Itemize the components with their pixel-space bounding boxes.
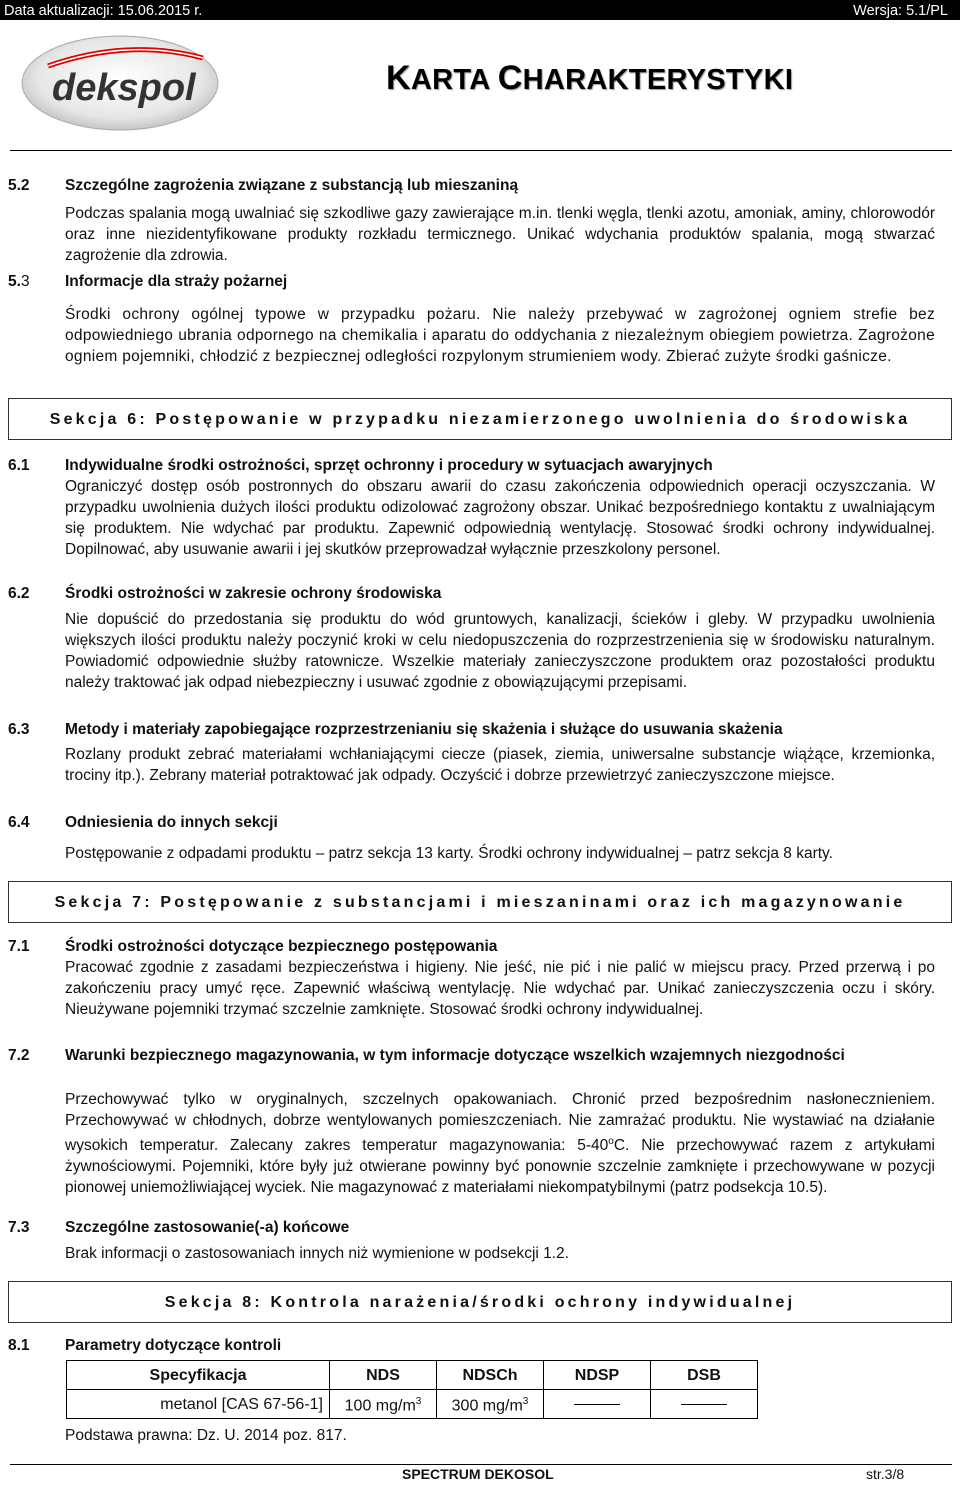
section-5-2-text: Podczas spalania mogą uwalniać się szkodliwe gazy zawierające m.in. tlenki węgla, tlenki azotu, amoniak, aminy, chlorowodór oraz inne niezidentyfikowane produkty rozkładu termicznego. Unikać wdychania produktów spalania, mogą stwarzać zagrożenie dla zdrowia. — [65, 205, 935, 264]
cell-dsb — [651, 1390, 758, 1419]
footer — [0, 1464, 960, 1481]
section-7-title-box — [8, 881, 952, 923]
section-7-1-text: Pracować zgodnie z zasadami bezpieczeństwa i higieny. Nie jeść, nie pić i nie palić w miejscu pracy. Przed przerwą i po zakończeniu pracy umyć ręce. Zapewnić właściwą wentylację. Nie wdychać par. Unikać zanieczyszczenia oczu i skóry. Nieużywane pojemniki trzymać szczelnie zamknięte. Stosować środki ochrony indywidualnej. — [65, 959, 935, 1018]
section-6-title-box — [8, 398, 952, 440]
logo-text: dekspol — [52, 67, 196, 109]
section-7-3-number: 7.3 — [8, 1219, 30, 1236]
section-6-4-text: Postępowanie z odpadami produktu – patrz sekcja 13 karty. Środki ochrony indywidualnej – patrz sekcja 8 karty. — [65, 845, 833, 862]
dekspol-logo — [18, 28, 228, 134]
section-7-3-heading: Szczególne zastosowanie(-a) końcowe — [65, 1219, 350, 1236]
section-6-1-text: Ograniczyć dostęp osób postronnych do obszaru awarii do czasu zakończenia odpowiednich operacji oczyszczania. W przypadku uwolnienia dużych ilości produktu odizolować zagrożony obszar. Unikać bezpośredniego kontaktu z uwalniającym się produktem. Nie wdychać par produktu. Zapewnić odpowiednią wentylację. Stosować środki ochrony indywidualnej. Dopilnować, aby usuwanie awarii i jej skutków przeprowadzał wyłącznie przeszkolony personel. — [65, 478, 935, 558]
cell-nds: 100 $mg/m^3$ — [330, 1390, 437, 1419]
section-6-4-number: 6.4 — [8, 814, 30, 831]
section-5-3-text: Środki ochrony ogólnej typowe w przypadku pożaru. Nie należy przebywać w zagrożonej ogniem strefie bez odpowiedniego ubrania odpornego na chemikalia i aparatu do oddychania z niezależnym obiegiem powietrza. Zagrożone ogniem pojemniki, chłodzić z bezpiecznej odległości rozpylonym strumieniem wody. Zbierać zużyte środki gaśnicze. — [65, 306, 935, 365]
header-divider — [10, 150, 952, 151]
section-8-title: Sekcja 8: Kontrola narażenia/środki ochrony indywidualnej — [164, 1294, 796, 1311]
section-7-title: Sekcja 7: Postępowanie z substancjami i mieszaninami oraz ich magazynowanie — [54, 894, 906, 911]
table-row — [67, 1390, 758, 1419]
col-ndsch: NDSCh — [437, 1361, 544, 1390]
col-ndsp: NDSP — [544, 1361, 651, 1390]
cell-ndsch: 300 $mg/m^3$ — [437, 1390, 544, 1419]
version: Wersja: 5.1/PL — [853, 3, 948, 19]
update-date: Data aktualizacji: 15.06.2015 r. — [4, 3, 203, 19]
section-5-2-heading: Szczególne zagrożenia związane z substancją lub mieszaniną — [65, 177, 519, 194]
section-5-3-heading: Informacje dla straży pożarnej — [65, 273, 288, 290]
col-specyfikacja: Specyfikacja — [67, 1361, 330, 1390]
section-5-2-number: 5.2 — [8, 177, 30, 194]
section-8-title-box — [8, 1281, 952, 1323]
section-7-1-number: 7.1 — [8, 938, 30, 955]
footer-page: str.3/8 — [866, 1466, 905, 1482]
section-7-1-heading: Środki ostrożności dotyczące bezpiecznego postępowania — [65, 938, 498, 955]
footer-product: SPECTRUM DEKOSOL — [402, 1466, 554, 1482]
section-6-3-text: Rozlany produkt zebrać materiałami wchłaniającymi ciecze (piasek, ziemia, uniwersalne substancje wiążące, krzemionka, trociny itp.). Zebrany materiał potraktować jak odpady. Oczyścić i dobrze przewietrzyć zanieczyszczone miejsce. — [65, 746, 935, 784]
section-6-4-heading: Odniesienia do innych sekcji — [65, 814, 278, 831]
exposure-limits-table — [66, 1360, 758, 1419]
section-6-3-heading: Metody i materiały zapobiegające rozprzestrzenianiu się skażenia i służące do usuwania skażenia — [65, 721, 783, 738]
col-dsb: DSB — [651, 1361, 758, 1390]
table-header-row — [67, 1361, 758, 1390]
top-bar — [0, 0, 960, 20]
document-title: KARTA CHARAKTERYSTYKI — [386, 59, 794, 97]
section-6-title: Sekcja 6: Postępowanie w przypadku niezamierzonego uwolnienia do środowiska — [49, 411, 911, 428]
cell-substance: metanol [CAS 67-56-1] — [67, 1390, 330, 1419]
section-6-1-number: 6.1 — [8, 457, 30, 474]
section-7-2-number: 7.2 — [8, 1047, 30, 1064]
legal-basis: Podstawa prawna: Dz. U. 2014 poz. 817. — [65, 1427, 347, 1444]
col-nds: NDS — [330, 1361, 437, 1390]
section-6-2-number: 6.2 — [8, 585, 30, 602]
section-7-2-text: Przechowywać tylko w oryginalnych, szczelnych opakowaniach. Chronić przed bezpośrednim nasłonecznieniem. Przechowywać w chłodnych, dobrze wentylowanych pomieszczeniach. Nie zamrażać produktu. Nie wystawiać na działanie wysokich temperatur. Zalecany zakres temperatur magazynowania: 5-40$^o$C. Nie przechowywać razem z artykułami żywnościowymi. Pojemniki, które były już otwierane powinny być ponownie szczelnie zamknięte i przechowywane w pozycji pionowej uniemożliwiającej wyciek. Nie magazynować z materiałami niekompatybilnymi (patrz podsekcja 10.5). — [65, 1091, 935, 1197]
section-5-3-number: 5.3 — [8, 273, 30, 290]
cell-ndsp — [544, 1390, 651, 1419]
section-6-3-number: 6.3 — [8, 721, 30, 738]
section-8-1-number: 8.1 — [8, 1337, 30, 1354]
section-7-2-heading: Warunki bezpiecznego magazynowania, w tym informacje dotyczące wszelkich wzajemnych niezgodności — [65, 1047, 845, 1064]
section-6-2-heading: Środki ostrożności w zakresie ochrony środowiska — [65, 585, 442, 602]
section-8-1-heading: Parametry dotyczące kontroli — [65, 1337, 282, 1354]
section-6-1-heading: Indywidualne środki ostrożności, sprzęt ochronny i procedury w sytuacjach awaryjnych — [65, 457, 713, 474]
section-6-2-text: Nie dopuścić do przedostania się produktu do wód gruntowych, kanalizacji, ścieków i gleby. W przypadku uwolnienia większych ilości produktu należy poczynić kroki w celu niedopuszczenia do rozprzestrzenienia się w środowisku naturalnym. Powiadomić odpowiednie służby ratownicze. Wszelkie materiały zanieczyszczone produktem oraz pozostałości produktu należy traktować jak odpad niebezpieczny i usuwać zgodnie z obowiązującymi przepisami. — [65, 611, 935, 691]
section-7-3-text: Brak informacji o zastosowaniach innych niż wymienione w podsekcji 1.2. — [65, 1245, 569, 1262]
